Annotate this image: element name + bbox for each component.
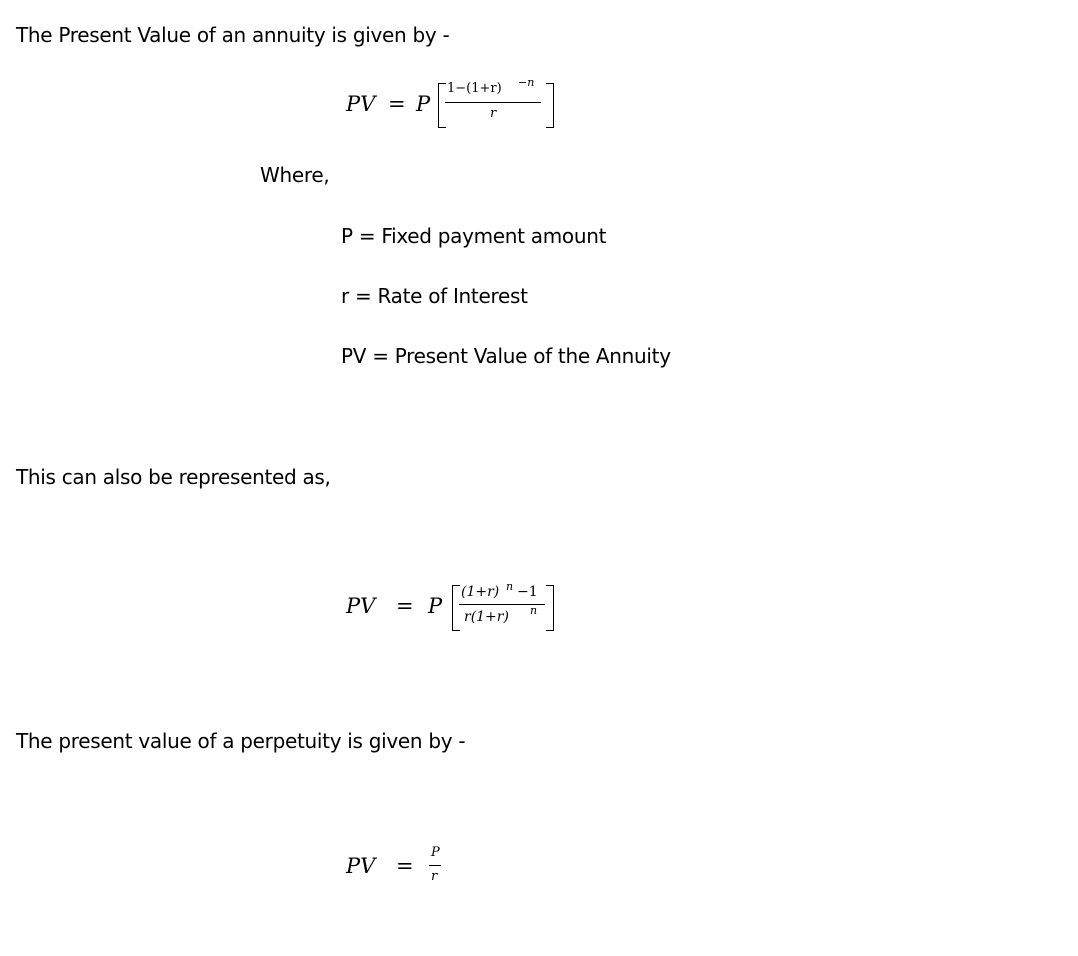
eq2-denominator: r(1+r): [464, 609, 509, 625]
eq1-numerator: 1−(1+r): [447, 81, 502, 96]
eq1-factor: P: [416, 92, 431, 116]
eq1-denominator: r: [490, 106, 497, 121]
annuity-formula: [346, 78, 566, 134]
eq1-equals: =: [388, 92, 406, 116]
definition-r: r = Rate of Interest: [341, 284, 528, 308]
intro-text: The Present Value of an annuity is given by -: [16, 23, 450, 47]
where-label: Where,: [260, 163, 330, 187]
eq3-equals: =: [396, 854, 414, 878]
definition-pv: PV = Present Value of the Annuity: [341, 344, 671, 368]
definition-p: P = Fixed payment amount: [341, 224, 607, 248]
eq1-right-bracket: [546, 83, 554, 128]
annuity-alt-formula: [346, 580, 576, 636]
eq3-numerator: P: [431, 845, 440, 860]
eq2-numerator: (1+r): [461, 584, 500, 600]
eq2-right-bracket: [546, 585, 554, 631]
eq2-factor: P: [428, 594, 443, 618]
eq2-numerator-exponent: n: [506, 580, 514, 593]
perpetuity-formula: [346, 845, 456, 895]
eq2-lhs: PV: [346, 594, 376, 618]
perpetuity-intro-text: The present value of a perpetuity is given by -: [16, 729, 466, 753]
eq1-left-bracket: [438, 83, 446, 128]
alt-intro-text: This can also be represented as,: [16, 465, 331, 489]
eq1-exponent: −n: [518, 76, 535, 89]
eq3-fraction-bar: [429, 865, 441, 866]
eq1-fraction-bar: [445, 102, 541, 103]
eq2-left-bracket: [452, 585, 460, 631]
eq2-numerator-tail: −1: [517, 584, 538, 600]
eq2-denominator-exponent: n: [530, 604, 538, 617]
eq1-lhs: PV: [346, 92, 376, 116]
eq3-lhs: PV: [346, 854, 376, 878]
eq3-denominator: r: [431, 869, 438, 884]
eq2-equals: =: [396, 594, 414, 618]
